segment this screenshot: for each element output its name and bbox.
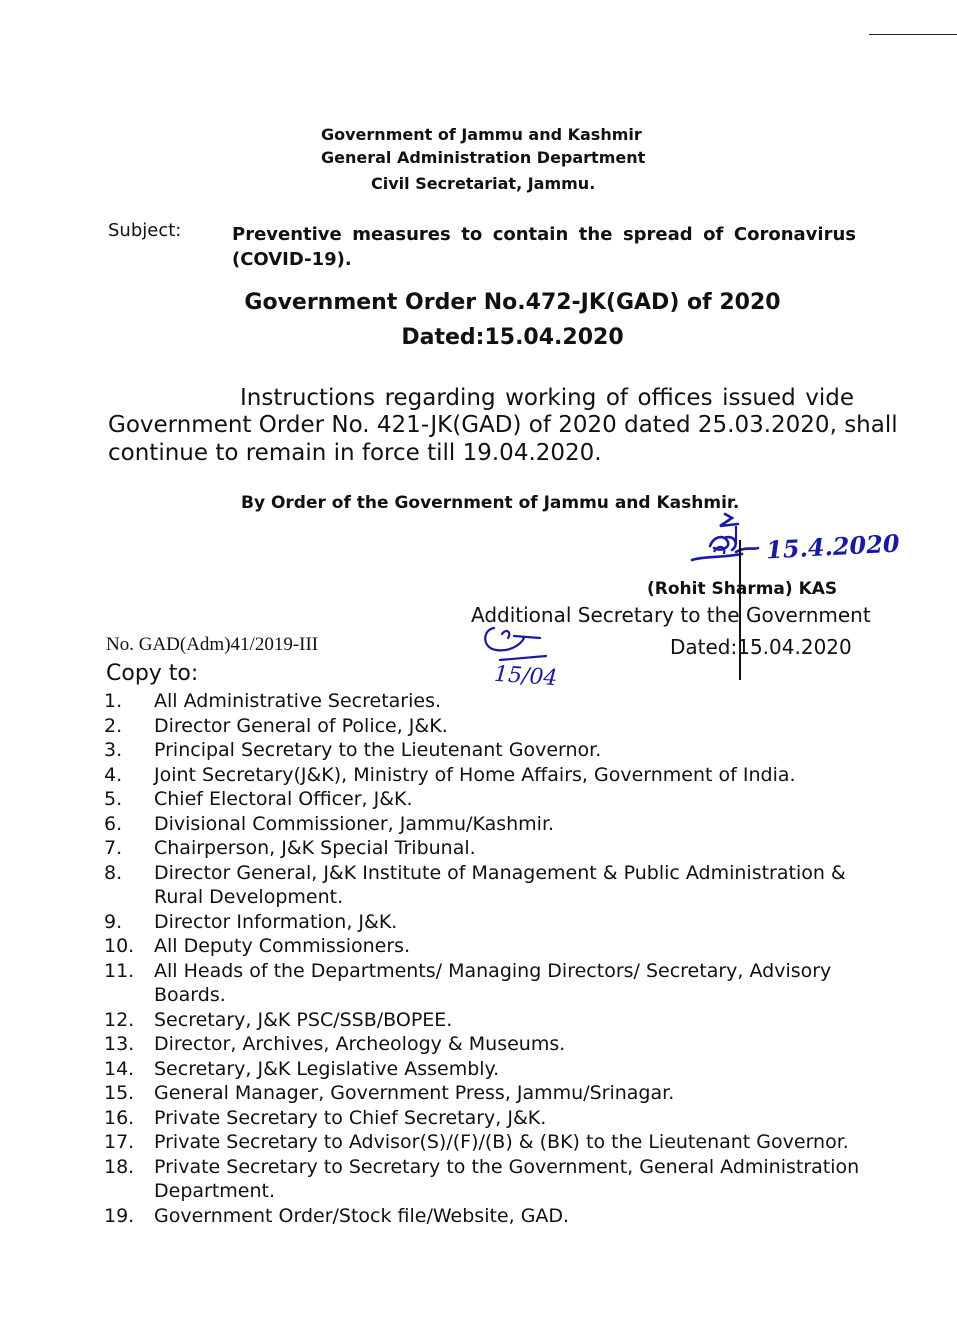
header-government: Government of Jammu and Kashmir [321,125,642,144]
signature-dated: Dated:15.04.2020 [670,635,852,659]
subject-line-2: (COVID-19). [232,249,352,270]
by-order-line: By Order of the Government of Jammu and Kashmir. [241,493,740,513]
list-item-text: Chief Electoral Officer, J&K. [154,788,413,810]
list-item-number: 13. [104,1033,135,1055]
list-item-text: Secretary, J&K Legislative Assembly. [154,1057,500,1080]
list-item-number: 8. [104,861,123,884]
list-item [104,1130,864,1155]
list-item [104,1057,864,1082]
body-line-2: Government Order No. 421-JK(GAD) of 2020 dated 25.03.2020, shall [108,412,898,438]
list-item-number: 5. [104,788,123,810]
list-item [104,714,864,739]
body-line-3: continue to remain in force till 19.04.2020. [108,440,602,466]
list-item [104,934,864,959]
list-item-text: Director Information, J&K. [154,910,398,933]
order-dated: Dated:15.04.2020 [401,325,624,350]
list-item-number: 19. [104,1204,135,1227]
list-item-number: 1. [104,690,123,712]
order-title: Government Order No.472-JK(GAD) of 2020 [244,290,781,315]
list-item-text: Private Secretary to Chief Secretary, J&K. [154,1106,547,1129]
reference-number: No. GAD(Adm)41/2019-III [106,634,319,655]
list-item-number: 18. [104,1155,135,1178]
list-item-number: 14. [104,1057,135,1080]
list-item-text: All Deputy Commissioners. [154,935,411,957]
scan-edge-line [869,34,957,35]
list-item [104,763,864,788]
list-item-number: 2. [104,714,123,737]
list-item-number: 7. [104,837,123,859]
list-item-text: Secretary, J&K PSC/SSB/BOPEE. [154,1008,453,1031]
subject-label: Subject: [108,220,182,241]
list-item-number: 6. [104,812,123,835]
list-item [104,1008,864,1033]
list-item [104,1081,864,1106]
copy-to-list [104,689,864,1228]
list-item-number: 11. [104,959,135,982]
list-item [104,1155,864,1204]
list-item-text: Joint Secretary(J&K), Ministry of Home Affairs, Government of India. [154,763,796,786]
list-item-text: All Heads of the Departments/ Managing Directors/ Secretary, Advisory Boards. [154,959,832,1006]
list-item-text: Private Secretary to Advisor(S)/(F)/(B) & (BK) to the Lieutenant Governor. [154,1131,849,1153]
signatory-designation: Additional Secretary to the Government [471,603,871,627]
list-item [104,1106,864,1131]
list-item-text: General Manager, Government Press, Jammu/Srinagar. [154,1082,675,1104]
list-item-number: 15. [104,1082,135,1104]
list-item-number: 17. [104,1131,135,1153]
signatory-name: (Rohit Sharma) KAS [647,579,838,599]
list-item [104,738,864,763]
list-item [104,787,864,812]
list-item-number: 16. [104,1106,135,1129]
list-item [104,812,864,837]
list-item-text: Director, Archives, Archeology & Museums. [154,1033,566,1055]
list-item-number: 3. [104,739,123,761]
list-item [104,836,864,861]
list-item-text: Divisional Commissioner, Jammu/Kashmir. [154,812,555,835]
list-item [104,959,864,1008]
list-item [104,861,864,910]
list-item-number: 10. [104,935,135,957]
list-item-text: Director General, J&K Institute of Management & Public Administration & Rural Development. [154,861,846,908]
list-item [104,689,864,714]
list-item-text: Principal Secretary to the Lieutenant Governor. [154,739,602,761]
list-item-text: Director General of Police, J&K. [154,714,448,737]
list-item [104,1204,864,1229]
list-item [104,910,864,935]
list-item-text: Private Secretary to Secretary to the Government, General Administration Department. [154,1155,860,1202]
handwritten-date: 15.4.2020 [765,528,901,565]
list-item-text: All Administrative Secretaries. [154,690,442,712]
initials-date: 15/04 [493,661,559,692]
list-item-number: 12. [104,1008,135,1031]
list-item [104,1032,864,1057]
copy-to-label: Copy to: [106,661,199,686]
body-line-1: Instructions regarding working of offices issued vide [240,385,854,411]
list-item-number: 4. [104,763,123,786]
header-secretariat: Civil Secretariat, Jammu. [371,174,596,193]
list-item-number: 9. [104,910,123,933]
list-item-text: Government Order/Stock file/Website, GAD. [154,1204,570,1227]
header-department: General Administration Department [321,148,646,167]
list-item-text: Chairperson, J&K Special Tribunal. [154,837,476,859]
subject-line-1: Preventive measures to contain the spread of Coronavirus [232,224,856,245]
